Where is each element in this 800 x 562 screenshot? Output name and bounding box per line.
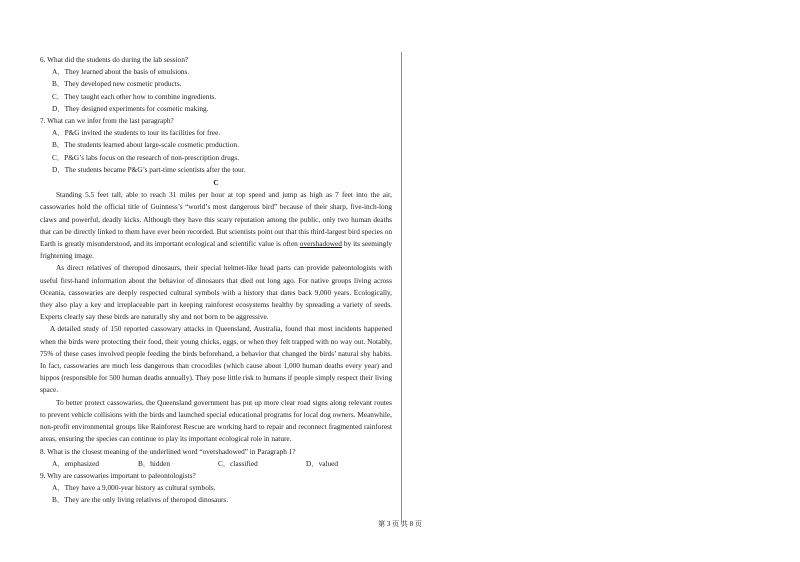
question-8 (40, 446, 392, 470)
question-8-options (52, 458, 392, 470)
passage (40, 189, 392, 445)
page-footer: 第 3 页 共 8 页 (378, 520, 422, 528)
question-9 (40, 470, 392, 507)
question-7-option-b: B．The students learned about large-scale cosmetic production. (52, 140, 239, 150)
left-column (40, 54, 392, 507)
question-8-text: 8. What is the closest meaning of the underlined word “overshadowed” in Paragraph 1? (40, 446, 296, 456)
question-7-text: 7. What can we infer from the last paragraph? (40, 116, 174, 126)
question-9-text: 9. Why are cassowaries important to paleontologists? (40, 470, 196, 480)
passage-paragraph-3: A detailed study of 150 reported cassowary attacks in Queensland, Australia, found that most incidents happened when the birds were protecting their food, their young chicks, eggs, or when they felt trapped with no way out. Notably, 75% of these cases involved people feeding the birds beforehand, a behavior that changed the birds’ natural shy habits. In fact, cassowaries are much less dangerous than crocodiles (which cause about 1,000 human deaths every year) and hippos (responsible for 500 human deaths annually). They pose little risk to humans if people simply respect their living space. (40, 324, 392, 395)
question-9-option-a: A．They have a 9,000-year history as cultural symbols. (52, 483, 216, 493)
question-8-option-d: D．valued (306, 458, 339, 468)
question-7 (40, 115, 392, 176)
question-6-option-b: B．They developed new cosmetic products. (52, 79, 182, 89)
question-6 (40, 54, 392, 115)
question-7-option-c: C．P&G’s labs focus on the research of non-prescription drugs. (52, 152, 240, 162)
passage-paragraph-1-start: Standing 5.5 feet tall, able to reach 31 miles per hour at top speed and jump as high as 7 feet into the air, cassowaries hold the official title of Guinness’s “world’s most dangerous bird” because of their sharp, five-inch-long claws and powerful, deadly kicks. Although they have this scary reputation among the public, only two human deaths that can be directly linked to them have ever been recorded. But scientists point out that this third-largest bird species on Earth is greatly misunderstood, and its important ecological and scientific value is often (40, 190, 392, 249)
passage-paragraph-2: As direct relatives of theropod dinosaurs, their special helmet-like head parts can provide paleontologists with useful first-hand information about the behavior of dinosaurs that died out long ago. For native groups living across Oceania, cassowaries are deeply respected cultural symbols with a history that dates back 9,000 years. Ecologically, they also play a key and irreplaceable part in keeping rainforest ecosystems healthy by spreading a variety of seeds. Experts clearly say these birds are naturally shy and not born to be aggressive. (40, 263, 392, 322)
question-9-option-b: B．They are the only living relatives of theropod dinosaurs. (52, 495, 229, 505)
passage-paragraph-1 (40, 189, 392, 262)
passage-paragraph-1-end: by its seemingly frightening image. (40, 239, 392, 261)
passage-paragraph-4: To better protect cassowaries, the Queensland government has put up more clear road signs along relevant routes to prevent vehicle collisions with the birds and launched special educational programs for local dog owners. Meanwhile, non-profit environmental groups like Rainforest Rescue are working hard to repair and reconnect fragmented rainforest areas, ensuring the species can continue to play its important ecological role in nature. (40, 397, 392, 444)
section-heading: C (213, 178, 219, 188)
question-7-option-a: A．P&G invited the students to tour its facilities for free. (52, 128, 221, 138)
question-6-option-c: C．They taught each other how to combine ingredients. (52, 91, 217, 101)
column-divider (401, 52, 402, 524)
question-6-text: 6. What did the students do during the lab session? (40, 55, 189, 64)
question-6-option-a: A．They learned about the basis of emulsions. (52, 67, 190, 77)
question-8-option-c: C．classified (218, 458, 258, 468)
question-7-option-d: D．The students became P&G’s part-time scientists after the tour. (52, 164, 246, 174)
question-6-option-d: D．They designed experiments for cosmetic making. (52, 103, 209, 113)
question-8-option-a: A．emphasized (52, 458, 100, 468)
underlined-word: overshadowed (299, 239, 342, 249)
question-8-option-b: B．hidden (138, 458, 171, 468)
